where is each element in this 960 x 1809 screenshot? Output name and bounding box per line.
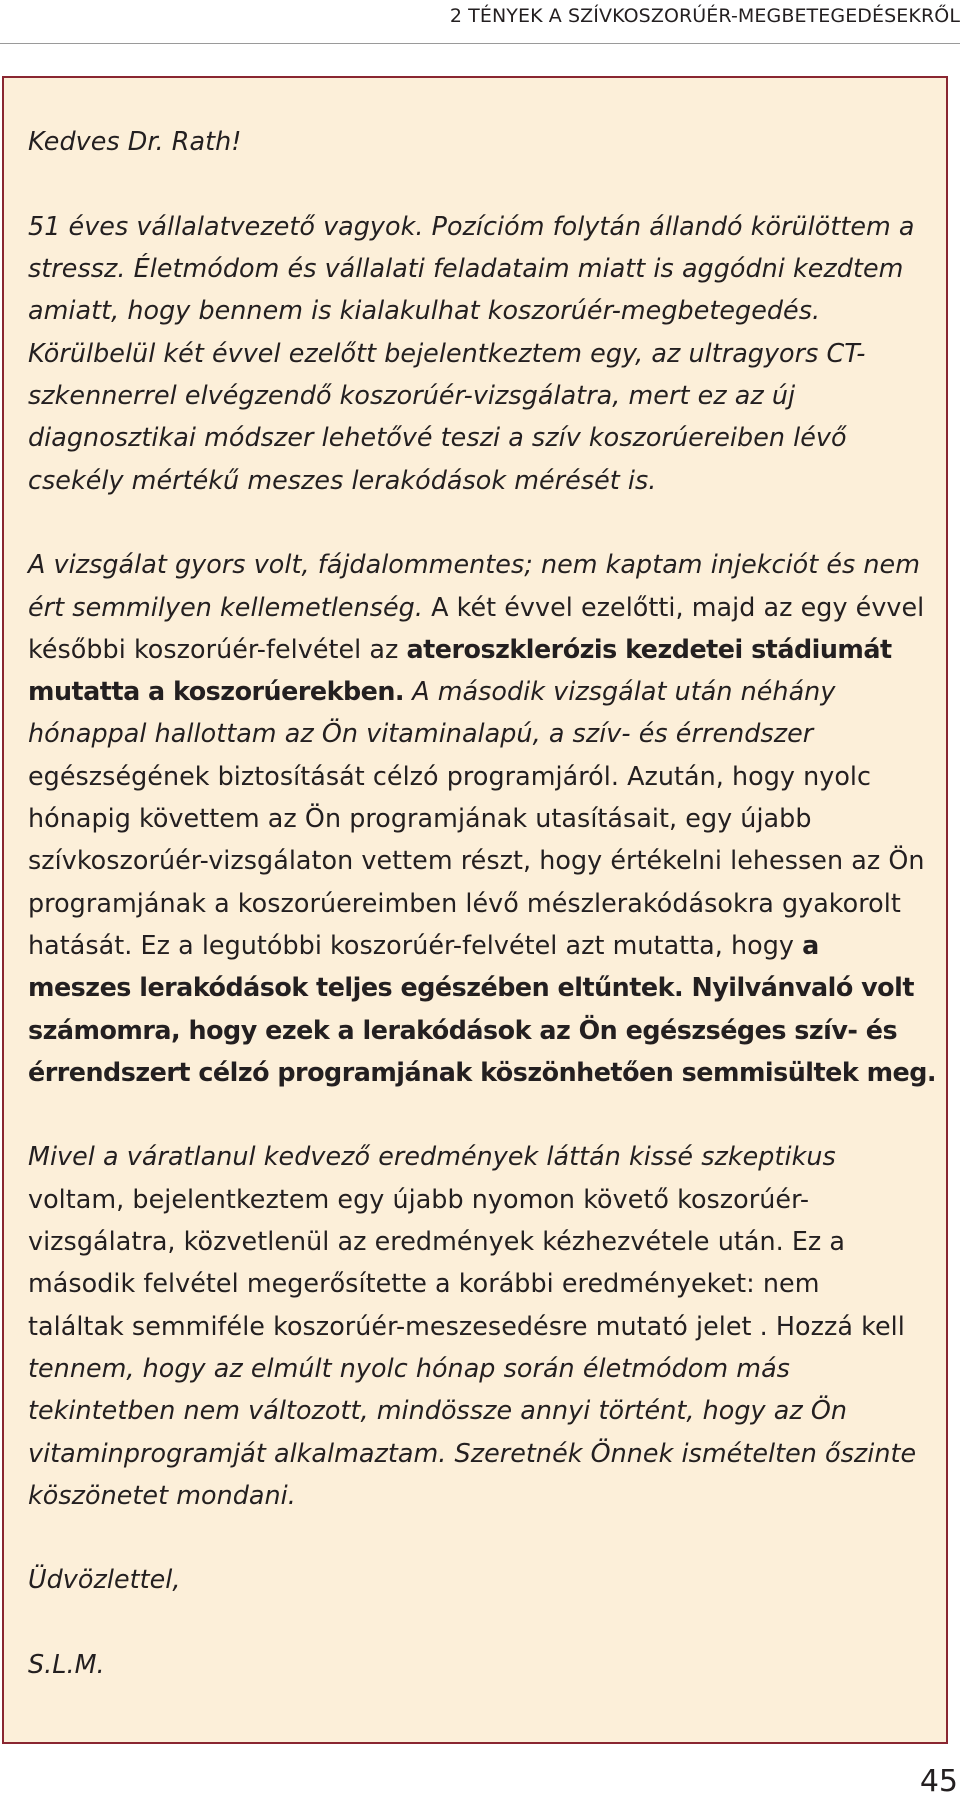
- p1-line: Körülbelül két évvel ezelőtt bejelentkeztem egy, az ultragyors CT-: [28, 337, 866, 368]
- p3-line: tennem, hogy az elmúlt nyolc hónap során életmódom más: [28, 1352, 790, 1383]
- p1-line: csekély mértékű meszes lerakódások mérését is.: [28, 464, 657, 495]
- letter-closing: Üdvözlettel,: [28, 1564, 181, 1595]
- p2-bold-text: ateroszklerózis kezdetei stádiumát: [406, 633, 892, 664]
- p1-line: 51 éves vállalatvezető vagyok. Pozícióm folytán állandó körülöttem a: [28, 210, 915, 241]
- header-divider: [0, 43, 960, 44]
- p2-bold-text: a: [802, 929, 819, 960]
- p3-line: vitaminprogramját alkalmaztam. Szeretnék Önnek ismételten őszinte: [28, 1437, 917, 1468]
- p3-line: vizsgálatra, közvetlenül az eredmények kézhezvétele után. Ez a: [28, 1226, 846, 1257]
- letter-box: [2, 76, 948, 1744]
- p2-line: A vizsgálat gyors volt, fájdalommentes; nem kaptam injekciót és nem: [28, 549, 920, 580]
- letter-signature: S.L.M.: [28, 1648, 105, 1679]
- p2-line: egészségének biztosítását célzó programjáról. Azután, hogy nyolc: [28, 760, 872, 791]
- p2-line: [28, 924, 938, 966]
- p2-bold-line: számomra, hogy ezek a lerakódások az Ön egészséges szív- és: [28, 1014, 898, 1045]
- p2-bold-line: érrendszert célzó programjának köszönhetően semmisültek meg.: [28, 1056, 937, 1087]
- p1-line: diagnosztikai módszer lehetővé teszi a szív koszorúereiben lévő: [28, 422, 847, 453]
- p2-text: ért semmilyen kellemetlenség.: [28, 591, 423, 622]
- p1-line: szkennerrel elvégzendő koszorúér-vizsgálatra, mert ez az új: [28, 380, 796, 411]
- p2-text: A második vizsgálat után néhány: [404, 676, 836, 707]
- p2-line: [28, 586, 938, 628]
- p2-text: hatását. Ez a legutóbbi koszorúér-felvétel azt mutatta, hogy: [28, 929, 803, 960]
- p2-text: későbbi koszorúér-felvétel az: [28, 633, 407, 664]
- p2-line: hónapig követtem az Ön programjának utasításait, egy újabb: [28, 803, 812, 834]
- p3-line: találtak semmiféle koszorúér-meszesedésre mutató jelet . Hozzá kell: [28, 1310, 905, 1341]
- p1-line: stressz. Életmódom és vállalati feladataim miatt is aggódni kezdtem: [28, 253, 904, 284]
- p3-line: köszönetet mondani.: [28, 1479, 296, 1510]
- p2-line: szívkoszorúér-vizsgálaton vettem részt, hogy értékelni lehessen az Ön: [28, 845, 925, 876]
- p3-line: tekintetben nem változott, mindössze annyi történt, hogy az Ön: [28, 1395, 847, 1426]
- p3-line: második felvétel megerősítette a korábbi eredményeket: nem: [28, 1268, 820, 1299]
- p3-line: voltam, bejelentkeztem egy újabb nyomon követő koszorúér-: [28, 1183, 810, 1214]
- letter-text: [28, 78, 938, 1685]
- p2-line: [28, 670, 938, 712]
- letter-greeting: Kedves Dr. Rath!: [28, 126, 242, 157]
- p1-line: amiatt, hogy bennem is kialakulhat koszorúér-megbetegedés.: [28, 295, 821, 326]
- p2-line: programjának a koszorúereimben lévő mészlerakódásokra gyakorolt: [28, 887, 901, 918]
- p2-line: hónappal hallottam az Ön vitaminalapú, a szív- és érrendszer: [28, 718, 814, 749]
- page-number: 45: [919, 1764, 958, 1799]
- p2-bold-line: meszes lerakódások teljes egészében eltűntek. Nyilvánvaló volt: [28, 972, 914, 1003]
- p2-text: A két évvel ezelőtti, majd az egy évvel: [422, 591, 925, 622]
- running-header: 2 TÉNYEK A SZÍVKOSZORÚÉR-MEGBETEGEDÉSEKRŐL: [449, 5, 960, 27]
- p3-line: Mivel a váratlanul kedvező eredmények láttán kissé szkeptikus: [28, 1141, 836, 1172]
- p2-line: [28, 628, 938, 670]
- p2-bold-text: mutatta a koszorúerekben.: [28, 676, 405, 707]
